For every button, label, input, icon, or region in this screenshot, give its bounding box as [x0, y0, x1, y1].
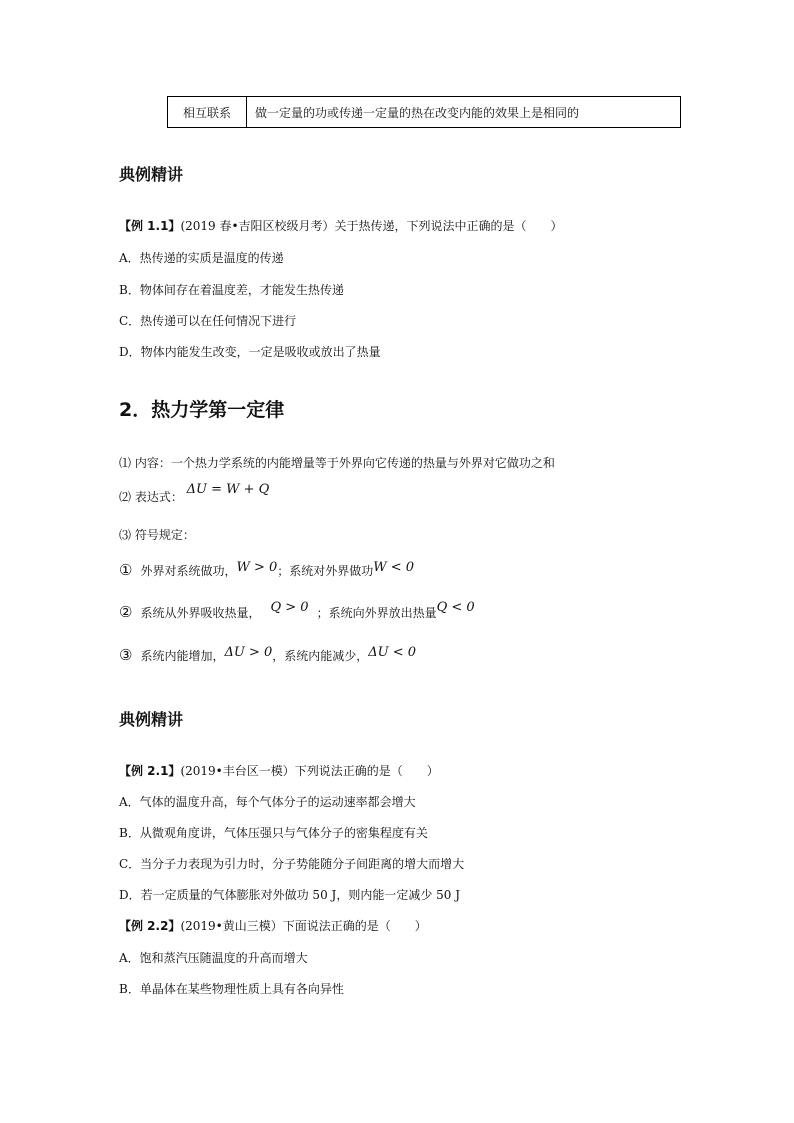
marker: ③	[119, 646, 133, 664]
table-row	[168, 97, 681, 128]
relation-table	[167, 96, 681, 128]
example-question: (2019•丰台区一模）下列说法正确的是（ ）	[180, 764, 439, 778]
section-heading-1: 典例精讲	[119, 165, 184, 184]
item-prefix: ⑵ 表达式：	[119, 490, 183, 504]
item-text: 一个热力学系统的内能增量等于外界向它传递的热量与外界对它做功之和	[170, 456, 555, 470]
rule-text: ，系统内能减少，	[272, 649, 369, 663]
formula: ΔU > 0	[224, 645, 273, 660]
rule-2	[119, 600, 475, 621]
option-b: B．单晶体在某些物理性质上具有各向异性	[119, 982, 344, 996]
rule-3	[119, 646, 416, 664]
example-question: (2019•黄山三模）下面说法正确的是（ ）	[180, 919, 427, 933]
example-tag: 【例 2.1】	[119, 764, 181, 778]
option-d: D．物体内能发生改变，一定是吸收或放出了热量	[119, 345, 381, 359]
law-expression	[119, 482, 270, 505]
law-content	[119, 454, 555, 471]
rule-text: 外界对系统做功，	[140, 564, 237, 578]
formula: W < 0	[373, 560, 415, 575]
formula: W > 0	[236, 560, 278, 575]
option-c: C．当分子力表现为引力时，分子势能随分子间距离的增大而增大	[119, 857, 465, 871]
table-key-cell: 相互联系	[168, 97, 247, 128]
option-d: D．若一定质量的气体膨胀对外做功 50 J，则内能一定减少 50 J	[119, 888, 461, 902]
section-heading-3: 典例精讲	[119, 710, 184, 729]
rule-text: 系统从外界吸收热量，	[140, 606, 261, 620]
example-question: (2019 春•吉阳区校级月考）关于热传递，下列说法中正确的是（ ）	[180, 219, 563, 233]
option-c: C．热传递可以在任何情况下进行	[119, 314, 297, 328]
option-b: B．物体间存在着温度差，才能发生热传递	[119, 283, 344, 297]
formula: ΔU < 0	[368, 645, 417, 660]
sign-convention: ⑶ 符号规定：	[119, 528, 195, 542]
option-a: A．饱和蒸汽压随温度的升高而增大	[119, 951, 308, 965]
rule-text: 系统内能增加，	[140, 649, 225, 663]
section-title-2: 2．热力学第一定律	[119, 399, 285, 421]
option-a: A．热传递的实质是温度的传递	[119, 251, 284, 265]
marker: ①	[119, 561, 133, 579]
example-2-2	[119, 917, 427, 934]
formula: Q > 0	[270, 600, 309, 615]
example-tag: 【例 2.2】	[119, 919, 181, 933]
example-1-1	[119, 217, 563, 234]
rule-1	[119, 561, 414, 579]
option-a: A．气体的温度升高，每个气体分子的运动速率都会增大	[119, 795, 416, 809]
formula: ΔU = W + Q	[186, 482, 270, 497]
item-prefix: ⑴ 内容：	[119, 456, 171, 470]
table-value-cell: 做一定量的功或传递一定量的热在改变内能的效果上是相同的	[247, 97, 681, 128]
option-b: B．从微观角度讲，气体压强只与气体分子的密集程度有关	[119, 826, 428, 840]
marker: ②	[119, 603, 133, 621]
rule-text: ；系统向外界放出热量	[316, 606, 437, 620]
rule-text: ；系统对外界做功	[277, 564, 374, 578]
formula: Q < 0	[436, 600, 475, 615]
example-2-1	[119, 762, 439, 779]
example-tag: 【例 1.1】	[119, 219, 181, 233]
